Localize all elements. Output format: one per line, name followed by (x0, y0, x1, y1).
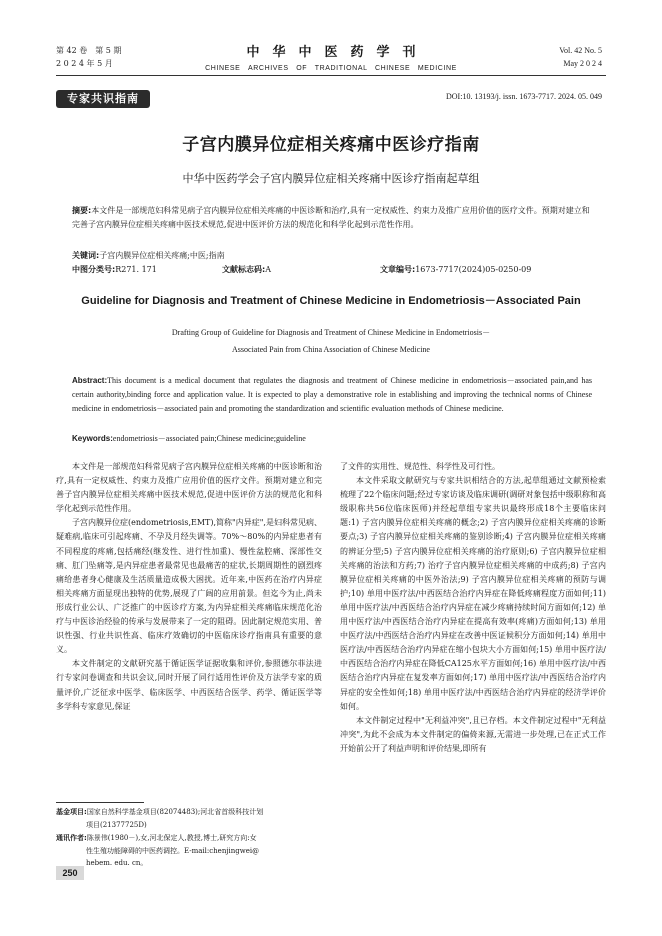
keywords-en-label: Keywords: (72, 434, 113, 443)
keywords-en-text: endometriosis－associated pain;Chinese medicine;guideline (112, 434, 306, 443)
authors-en (80, 324, 582, 358)
document-code (222, 263, 271, 277)
body-paragraph: 了文件的实用性、规范性、科学性及可行性。 (340, 462, 500, 471)
body-column-left (56, 460, 322, 714)
abstract-en (72, 374, 592, 416)
author-text: 陈景伟(1980－),女,河北保定人,教授,博士,研究方向:女 (86, 834, 257, 842)
date-cn: 2 0 2 4 年 5 月 (56, 59, 113, 68)
fund-text-cont: 项目(21377725D) (86, 820, 147, 829)
body-paragraph: 本文件是一部规范妇科常见病子宫内膜异位症相关疼痛的中医诊断和治疗,具有一定权威性、约束力及推广应用价值的医疗文件。预期对建立和完善子宫内膜异位症相关疼痛中医技术规范,促进中医评价方法的规范化和科学化起到示范性作用。 (56, 462, 322, 514)
article-label: 文章编号: (380, 265, 416, 274)
fund-label: 基金项目: (56, 808, 87, 816)
date-en: May 2 0 2 4 (563, 59, 602, 68)
keywords-cn-text: 子宫内膜异位症相关疼痛;中医;指南 (99, 251, 225, 260)
body-paragraph: 子宫内膜异位症(endometriosis,EMT),简称"内异症",是妇科常见病、疑难病,临床可引起疼痛、不孕及月经失调等。70%～80%的内异症患者有不同程度的疼痛,包括痛经(继发性、进行性加重)、慢性盆腔痛、深部性交痛、肛门坠痛等,是内异症患者最常见也最痛苦的症状,长期周期性的剧烈疼痛给患者身心健康及生活质量造成极大困扰。近年来,中医药在治疗内异症相关疼痛方面显现出独特的优势,展现了广阔的应用前景。但迄今为止,尚未形成行业公认、广泛推广的中医诊疗方案,为内异症相关疼痛临床规范化治疗与中医诊治经验的传承与发展带来了一定的阻碍。因此制定规范实用、普识性强、行业共识性高、临床疗效确切的中医临床诊疗指南具有重要的意义。 (56, 518, 322, 655)
footnote-fund (56, 806, 322, 831)
authors-cn: 中华中医药学会子宫内膜异位症相关疼痛中医诊疗指南起草组 (182, 172, 480, 185)
article-number (380, 263, 531, 277)
abstract-en-label: Abstract: (72, 376, 108, 385)
body-column-right (340, 460, 606, 756)
footnote-rule (56, 802, 144, 803)
abstract-cn (72, 204, 592, 232)
article-title-en: Guideline for Diagnosis and Treatment of Chinese Medicine in Endometriosis－Associated Pain (81, 295, 581, 307)
body-paragraph: 本文件采取文献研究与专家共识相结合的方法,起草组通过文献预检索梳理了22个临床问题;经过专家访谈及临床调研(调研对象包括中级职称和高级职称共56位临床医师)并经起草组专家共识最终形成18个主要临床问题:1) 子宫内膜异位症相关疼痛的概念;2) 子宫内膜异位症相关疼痛的诊断要点;3) 子宫内膜异位症相关疼痛的鉴别诊断;4) 子宫内膜异位症相关疼痛的辨证分型;5) 子宫内膜异位症相关疼痛的治疗原则;6) 子宫内膜异位症相关疼痛的治法和方药;7) 治疗子宫内膜异位症相关疼痛的中成药;8) 子宫内膜异位症相关疼痛的中医外治法;9) 子宫内膜异位症相关疼痛的预防与调护;10) 单用中医疗法/中西医结合治疗内异症在降低疼痛程度方面如何;11) 单用中医疗法/中西医结合治疗内异症在减少疼痛持续时间方面如何;12) 单用中医疗法/中西医结合治疗内异症在提高有效率(疼痛)方面如何;13) 单用中医疗法/中西医结合治疗内异症在改善中医证候积分方面如何;14) 单用中医疗法/中西医结合治疗内异症在缩小包块大小方面如何;15) 单用中医疗法/中西医结合治疗内异症在降低CA125水平方面如何;16) 单用中医疗法/中西医结合治疗内异症在复发率方面如何;17) 单用中医疗法/中西医结合治疗内异症的安全性如何;18) 单用中医疗法/中西医结合治疗内异症的经济学评价如何。 (340, 476, 606, 711)
author-email: hebem. edu. cn。 (86, 859, 148, 867)
clc-number (72, 263, 157, 277)
clc-value: R271. 171 (115, 265, 157, 274)
fund-text: 国家自然科学基金项目(82074483);河北省首级科技计划 (86, 808, 264, 816)
abstract-cn-text: 本文件是一部规范妇科常见病子宫内膜异位症相关疼痛的中医诊断和治疗,具有一定权威性、约束力及推广应用价值的医疗文件。预期对建立和完善子宫内膜异位症相关疼痛中医技术规范,促进中医评价方法的规范化和科学化起到示范性作用。 (72, 206, 590, 229)
abstract-cn-label: 摘要: (72, 206, 92, 215)
authors-en-line1: Drafting Group of Guideline for Diagnosis and Treatment of Chinese Medicine in Endometriosis－ (171, 328, 491, 337)
doccode-label: 文献标志码: (222, 265, 266, 274)
keywords-cn (72, 249, 592, 263)
column-tag: 专家共识指南 (56, 90, 150, 108)
footnote-author (56, 832, 322, 870)
authors-en-line2: Associated Pain from China Association of Chinese Medicine (232, 345, 430, 354)
author-text-cont: 性生殖功能障碍的中医药调控。E-mail:chenjingwei@ (86, 846, 260, 855)
doccode-value: A (265, 265, 271, 274)
clc-label: 中图分类号: (72, 265, 116, 274)
body-paragraph: 本文件制定过程中"无利益冲突",且已存档。本文件制定过程中"无利益冲突",为此不会成为本文件制定的偏倚来源,无需进一步处理,已在正式工作开始前公开了利益声明和评价结果,即所有 (340, 715, 606, 753)
keywords-en (72, 432, 592, 446)
keywords-cn-label: 关键词: (72, 251, 100, 260)
page-number: 250 (56, 866, 84, 880)
journal-name-cn: 中华中医药学刊 (246, 45, 429, 60)
abstract-en-text: This document is a medical document that regulates the diagnosis and treatment of Chinese medicine in endometriosis－associated pain,and has certain authority,binding force and application value. It is expected to play a demonstrative role in establishing and improving the technical norms of Chinese medicine in endometriosis－associated pain and promoting the standardization and scientific evaluation methods of Chinese medicine. (72, 376, 592, 413)
journal-name-en: CHINESE ARCHIVES OF TRADITIONAL CHINESE MEDICINE (205, 65, 457, 72)
article-title-cn: 子宫内膜异位症相关疼痛中医诊疗指南 (182, 135, 480, 155)
volume-en: Vol. 42 No. 5 (559, 46, 602, 55)
article-value: 1673-7717(2024)05-0250-09 (415, 265, 532, 274)
header-rule (56, 75, 606, 76)
author-label: 通讯作者: (56, 834, 87, 842)
body-paragraph: 本文件制定的文献研究基于循证医学证据收集和评价,参照德尔菲法进行专家问卷调查和共识会议,同时开展了同行适用性评价及方法学专家的质量评价,广泛征求中医学、临床医学、中西医结合医学、药学、循证医学等多学科专家意见,保证 (56, 659, 322, 711)
volume-issue-en (559, 44, 602, 70)
doi: DOI:10. 13193/j. issn. 1673-7717. 2024. 05. 049 (446, 92, 602, 101)
volume-cn: 第 42 卷 第 5 期 (56, 46, 122, 55)
